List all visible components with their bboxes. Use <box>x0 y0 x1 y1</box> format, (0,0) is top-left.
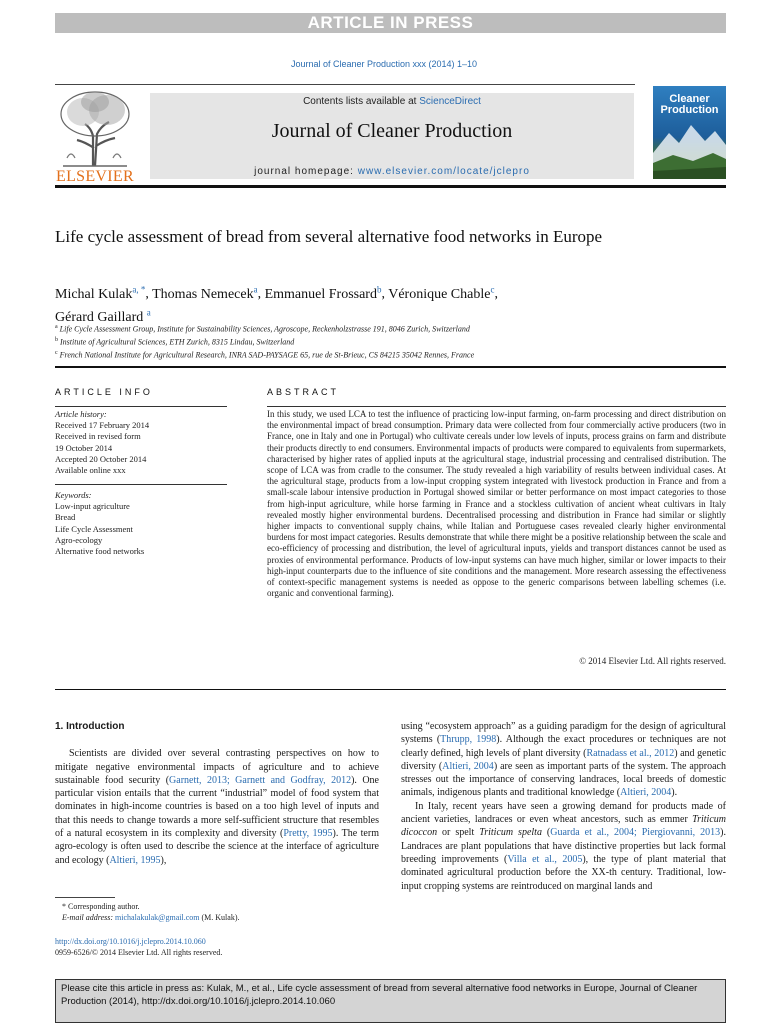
author-name: Emmanuel Frossard <box>264 286 377 302</box>
citation-link[interactable]: Altieri, 1995 <box>109 854 161 866</box>
masthead-bottom-rule <box>55 185 726 188</box>
header-divider <box>55 84 635 85</box>
paragraph-text: In Italy, recent years have seen a growing demand for products made of ancient varieties, landraces or even wheat ancestors, such as emmer <box>401 800 726 826</box>
paragraph-text: ). Landraces are plant populations that have distinctive properties but lack formal breeding improvements ( <box>401 827 726 865</box>
author-name: Thomas Nemecek <box>152 286 254 302</box>
affiliation-sup: b <box>55 337 58 344</box>
journal-homepage-line <box>150 166 634 177</box>
keyword-item: Life Cycle Assessment <box>55 523 133 534</box>
homepage-link[interactable]: www.elsevier.com/locate/jclepro <box>357 166 530 177</box>
footnote-rule <box>55 897 115 898</box>
keywords-label: Keywords: <box>55 490 92 500</box>
abstract-heading: ABSTRACT <box>267 387 340 397</box>
species-name: Triticum spelta <box>479 827 542 839</box>
paragraph-text: ). One particular vision entails that the current “industrial” model of food system that dominates in high-income countries is based on a too high level of inputs and that this needs to change towards a more self-sufficient structure that resembles of a natural ecosystem in its complexity and diversity ( <box>55 774 380 840</box>
affiliations <box>55 322 695 361</box>
paragraph-text: using “ecosystem approach” as a guiding paradigm for the design of agricultural systems ( <box>401 721 726 746</box>
cover-title-line2: Production <box>660 104 719 116</box>
author-separator: , <box>381 286 389 302</box>
journal-name: Journal of Cleaner Production <box>271 120 513 142</box>
affiliation-a <box>55 322 695 335</box>
email-note <box>62 913 382 924</box>
email-link[interactable]: michalakulak@gmail.com <box>115 912 200 922</box>
journal-reference-link[interactable]: Journal of Cleaner Production xxx (2014) 1–10 <box>290 59 478 69</box>
email-label: E-mail address: <box>62 912 116 922</box>
author-affil-sup[interactable]: a <box>146 307 151 318</box>
corresponding-author-note: * Corresponding author. <box>62 902 140 911</box>
abstract-text: In this study, we used LCA to test the influence of practicing low-input farming, on-farm processing and direct distribution on the environmental impact of bread consumption. Primary data were collected from four commercially active producers (two in France, one in Italy and one in Portugal) who cultivate cereals under low levels of inputs, process grains on farm and distribute their products directly to end consumers. Environmental impacts of products were compared to equivalents from supermarkets, characterised by higher rates of applied inputs at the agricultural stage, industrial processing and centralised distribution. The scope of LCA was from cradle to the consumer. The study revealed a high variability of results between individual cases. At the agricultural stage, products from a low-input cropping system integrated with livestock production in France and from a small-scale labour intensive production in Portugal showed similar or better performance on most impact categories to those from high-input agriculture, while horse farming in France and a stockless cultivation of ancient wheat cultivars in Italy revealed mostly higher environmental burdens. Decentralised processing and distribution in France had similar or slightly higher impacts to conventional supply chains, while Italian and Portuguese cases revealed clearly higher environmental burdens for most impact categories. Results demonstrate that while there might be a positive relationship between the scale and eco-efficiency of processing and distribution, the level of agricultural inputs, yields and transport distances cannot be used as proxies of environmental performance. Products of low-input systems can have much higher, similar or lower impacts to their high-input counterparts due to the influence of site conditions and the management. More research assessing the effectiveness of context-specific management systems is needed as oppose to the generic comparisons between labelling schemes (i.e. organic and conventional farming). <box>267 409 726 599</box>
doi-block <box>55 937 385 958</box>
author-separator: , <box>257 286 265 302</box>
paragraph-text: ). Although the exact procedures or techniques are not clearly defined, high levels of plant diversity ( <box>401 734 726 759</box>
history-item: Accepted 20 October 2014 <box>55 453 147 464</box>
cover-title-line1: Cleaner <box>669 93 710 105</box>
section-heading-introduction: 1. Introduction <box>55 721 125 732</box>
affiliation-c <box>55 348 695 361</box>
intro-paragraph-2 <box>401 800 726 893</box>
journal-masthead <box>150 93 634 179</box>
body-top-rule <box>55 689 726 690</box>
cover-title <box>653 94 726 116</box>
journal-cover-image <box>653 86 726 179</box>
species-name: Triticum dicoccon <box>401 814 726 839</box>
author-3[interactable] <box>264 284 382 302</box>
paragraph-text: ). <box>671 787 678 799</box>
keyword-item: Low-input agriculture <box>55 501 130 512</box>
citation-link[interactable]: Guarda et al., 2004; Piergiovanni, 2013 <box>550 827 721 839</box>
footnotes <box>62 902 382 923</box>
article-info-rule <box>55 406 227 407</box>
affiliation-b <box>55 335 695 348</box>
citation-link[interactable]: Ratnadass et al., 2012 <box>586 747 675 759</box>
issn-copyright: 0959-6526/© 2014 Elsevier Ltd. All rights reserved. <box>55 947 223 957</box>
author-list <box>55 280 695 327</box>
article-history <box>55 409 235 476</box>
author-4[interactable] <box>388 284 495 302</box>
author-name: Gérard Gaillard <box>55 310 144 326</box>
article-title: Life cycle assessment of bread from several alternative food networks in Europe <box>55 227 603 246</box>
author-2[interactable] <box>152 284 258 302</box>
body-right-column <box>401 720 726 893</box>
keywords <box>55 490 235 557</box>
author-affil-sup[interactable]: a <box>253 284 258 294</box>
author-1[interactable] <box>55 284 146 302</box>
homepage-prefix: journal homepage: <box>254 166 358 177</box>
abstract-copyright: © 2014 Elsevier Ltd. All rights reserved. <box>579 656 726 666</box>
paragraph-text: or spelt <box>437 827 480 839</box>
paragraph-text: Scientists are divided over several contrasting perspectives on how to mitigate negative environmental impacts of agriculture and to achieve sustainable food security ( <box>55 748 379 786</box>
abstract-rule <box>267 406 726 407</box>
history-label: Article history: <box>55 409 107 419</box>
email-suffix: (M. Kulak). <box>199 912 240 922</box>
citation-link[interactable]: Villa et al., 2005 <box>507 853 583 865</box>
history-item: Received in revised form <box>55 431 141 442</box>
author-name: Michal Kulak <box>55 286 133 302</box>
affiliations-bottom-rule <box>55 366 726 368</box>
elsevier-tree-icon <box>55 88 135 168</box>
body-left-column <box>55 720 379 867</box>
contents-prefix: Contents lists available at <box>303 96 420 107</box>
intro-paragraph-1 <box>55 747 379 867</box>
paragraph-text: ) and genetic diversity ( <box>401 747 726 772</box>
paragraph-text: ). The term agro-ecology is often used to describe the science at the interface of agriculture and ecology ( <box>55 828 379 866</box>
sciencedirect-link[interactable]: ScienceDirect <box>419 96 481 107</box>
affiliation-text: Institute of Agricultural Sciences, ETH Zurich, 8315 Lindau, Switzerland <box>60 337 295 347</box>
author-affil-sup[interactable]: c <box>490 284 495 294</box>
affiliation-text: Life Cycle Assessment Group, Institute for Sustainability Sciences, Agroscope, Reckenholzstrasse 191, 8046 Zurich, Switzerland <box>59 324 470 334</box>
article-info-heading: ARTICLE INFO <box>55 387 153 397</box>
history-item: Received 17 February 2014 <box>55 420 150 431</box>
citation-link[interactable]: Altieri, 2004 <box>620 787 672 799</box>
keywords-rule <box>55 484 227 485</box>
keyword-item: Agro-ecology <box>55 534 103 545</box>
affiliation-sup: a <box>55 324 58 330</box>
article-in-press-banner: ARTICLE IN PRESS <box>55 13 726 33</box>
citation-link[interactable]: Altieri, 2004 <box>442 760 494 772</box>
affiliation-text: French National Institute for Agricultural Research, INRA SAD-PAYSAGE 65, rue de St-Brieuc, CS 84215 35042 Rennes, France <box>59 350 475 360</box>
citation-link[interactable]: Thrupp, 1998 <box>440 734 497 746</box>
paragraph-text: ), the type of plant material that dominated agricultural production before the XX-th century. Traditional, low-input cropping systems are reintroduced on marginal lands and <box>401 853 726 892</box>
history-item: 19 October 2014 <box>55 442 113 453</box>
author-separator: , <box>145 286 153 302</box>
author-separator: , <box>494 286 498 302</box>
contents-available-line <box>150 96 634 107</box>
elsevier-logo <box>55 88 135 184</box>
author-name: Véronique Chable <box>388 286 491 302</box>
citation-link[interactable]: Pretty, 1995 <box>283 828 333 840</box>
keyword-item: Bread <box>55 512 76 523</box>
author-affil-sup[interactable]: a, * <box>132 284 146 294</box>
paragraph-text: ), <box>160 854 167 866</box>
affiliation-sup: c <box>55 350 58 357</box>
doi-link[interactable]: http://dx.doi.org/10.1016/j.jclepro.2014.10.060 <box>55 937 206 946</box>
intro-paragraph-1-continued <box>401 720 726 800</box>
cite-notice-box: Please cite this article in press as: Kulak, M., et al., Life cycle assessment of bread from several alternative food networks in Europe, Journal of Cleaner Production (2014), http://dx.doi.org/10.1016/j.jclepro.2014.10.060 <box>55 979 726 1023</box>
paragraph-text: ) are seen as important parts of the system. The approach stresses out the importance of conserving landraces, local breeds of domestic animals, indigenous plants and traditional knowledge ( <box>401 760 726 799</box>
mountain-landscape-icon <box>653 119 726 179</box>
history-item: Available online xxx <box>55 465 126 476</box>
paragraph-text: ( <box>541 827 551 839</box>
author-affil-sup[interactable]: b <box>376 284 382 294</box>
citation-link[interactable]: Garnett, 2013; Garnett and Godfray, 2012 <box>169 774 352 786</box>
publisher-name: ELSEVIER <box>56 168 134 185</box>
keyword-item: Alternative food networks <box>55 546 145 557</box>
